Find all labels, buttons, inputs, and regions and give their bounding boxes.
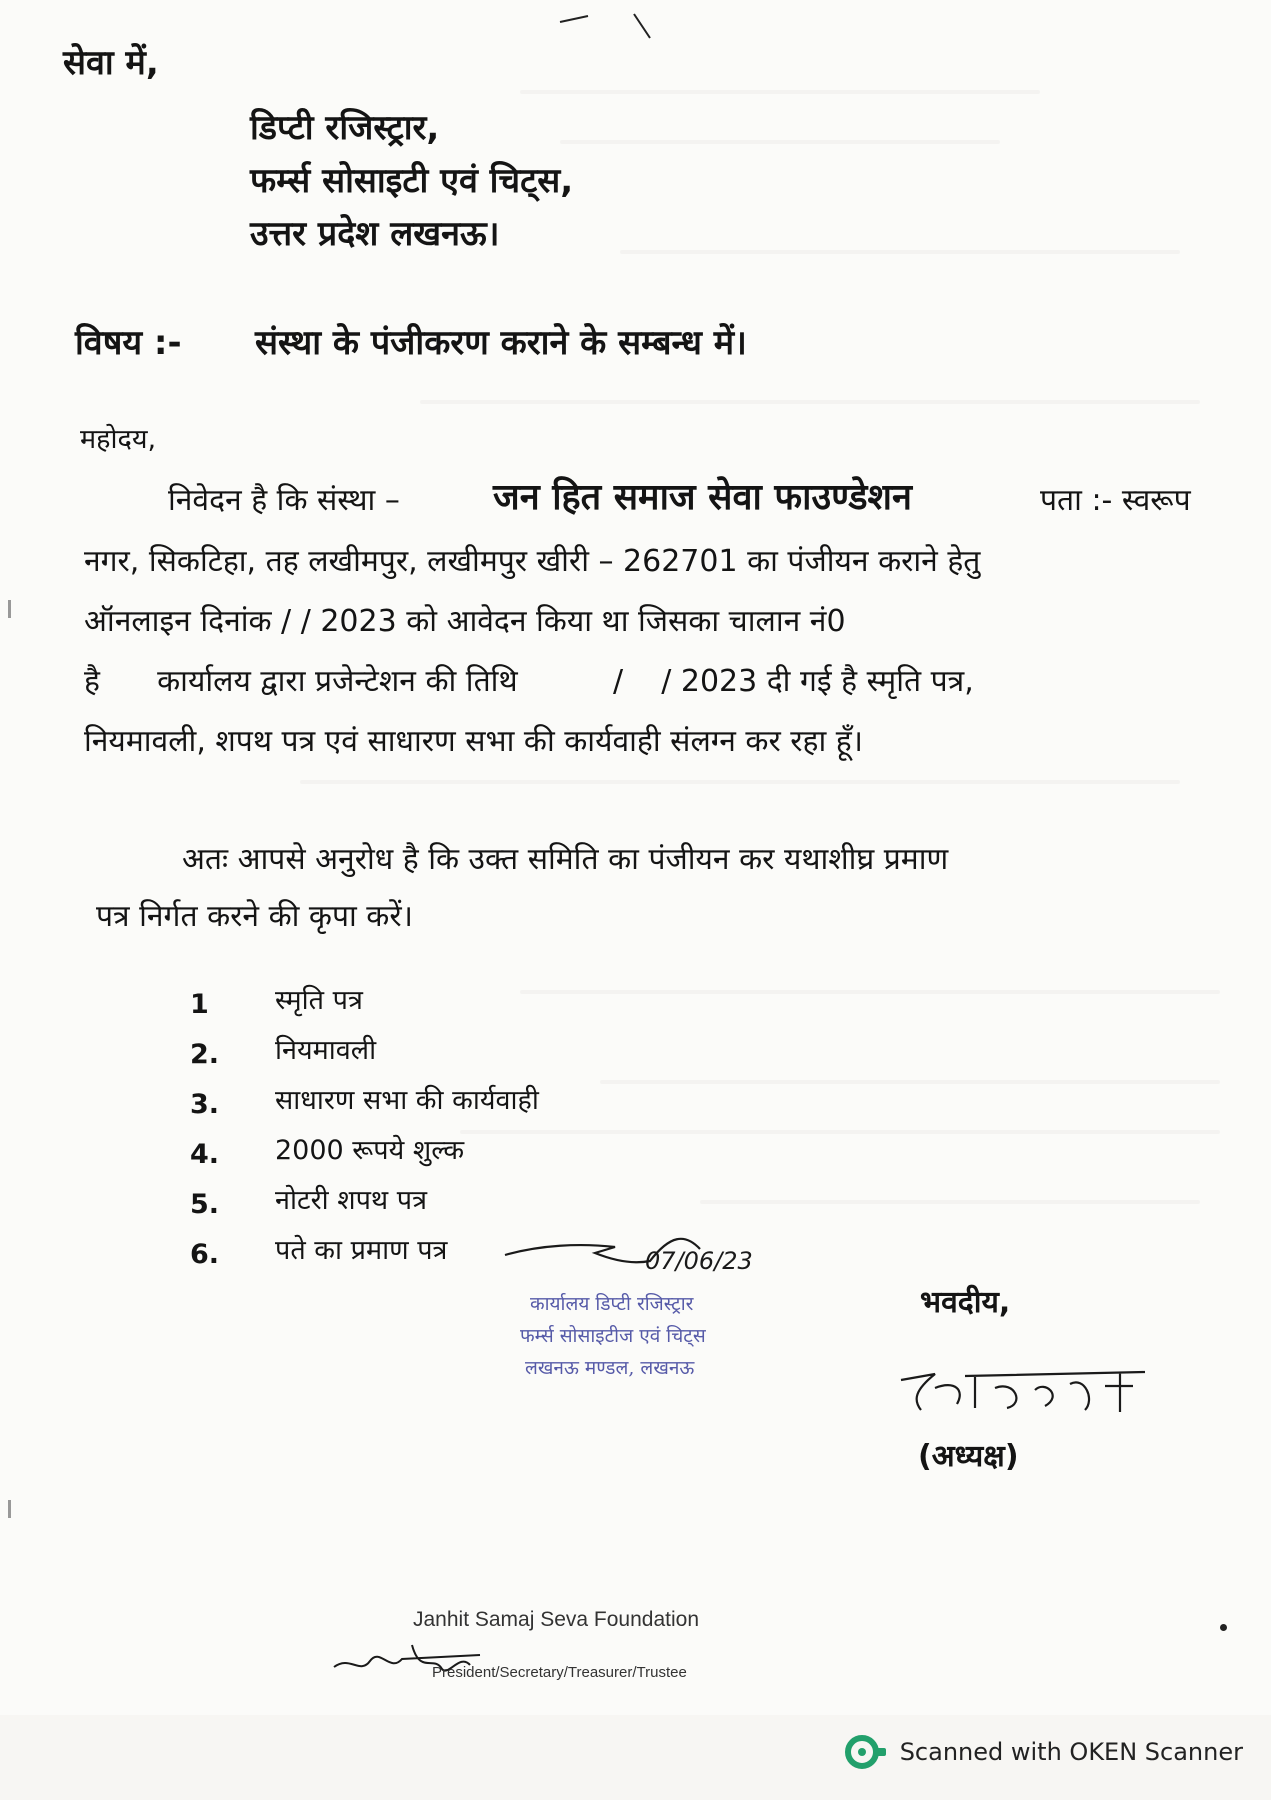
ink-dot bbox=[1220, 1624, 1227, 1631]
pen-mark-icon bbox=[550, 8, 660, 48]
office-stamp-line-3: लखनऊ मण्डल, लखनऊ bbox=[525, 1357, 695, 1379]
enclosure-number: 1 bbox=[190, 989, 209, 1020]
enclosure-item: 2000 रूपये शुल्क bbox=[275, 1135, 465, 1166]
enclosure-item: साधारण सभा की कार्यवाही bbox=[275, 1085, 539, 1116]
seal-organization: Janhit Samaj Seva Foundation bbox=[413, 1608, 700, 1631]
para1-line3: ऑनलाइन दिनांक / / 2023 को आवेदन किया था जिसका चालान नं0 bbox=[84, 604, 846, 639]
organization-name: जन हित समाज सेवा फाउण्डेशन bbox=[493, 477, 912, 518]
subject-text: संस्था के पंजीकरण कराने के सम्बन्ध में। bbox=[255, 323, 747, 363]
para1-line4: है कार्यालय द्वारा प्रजेन्टेशन की तिथि / / 2023 दी गई है स्मृति पत्र, bbox=[84, 664, 974, 699]
closing: भवदीय, bbox=[920, 1285, 1011, 1320]
salutation-to: सेवा में, bbox=[63, 43, 159, 83]
scanner-label: Scanned with OKEN Scanner bbox=[899, 1738, 1243, 1766]
office-stamp-line-1: कार्यालय डिप्टी रजिस्ट्रार bbox=[530, 1293, 694, 1315]
recipient-line-3: उत्तर प्रदेश लखनऊ। bbox=[250, 214, 500, 254]
enclosure-item: पते का प्रमाण पत्र bbox=[275, 1235, 448, 1266]
enclosure-item: नियमावली bbox=[275, 1035, 377, 1066]
oken-logo-icon bbox=[844, 1732, 888, 1772]
signature-icon bbox=[895, 1360, 1155, 1430]
office-stamp-line-2: फर्म्स सोसाइटीज एवं चिट्स bbox=[520, 1325, 706, 1347]
enclosure-number: 3. bbox=[190, 1089, 220, 1120]
para1-line1-prefix: निवेदन है कि संस्था – bbox=[168, 483, 400, 518]
enclosure-number: 6. bbox=[190, 1239, 220, 1270]
greeting: महोदय, bbox=[80, 424, 157, 455]
para1-line2: नगर, सिकटिहा, तह लखीमपुर, लखीमपुर खीरी – 262701 का पंजीयन कराने हेतु bbox=[84, 544, 981, 579]
para2-line2: पत्र निर्गत करने की कृपा करें। bbox=[96, 899, 413, 934]
designation: (अध्यक्ष) bbox=[918, 1439, 1019, 1474]
receipt-initials-icon bbox=[500, 1225, 800, 1295]
para2-line1: अतः आपसे अनुरोध है कि उक्त समिति का पंजीयन कर यथाशीघ्र प्रमाण bbox=[182, 842, 949, 877]
scanner-watermark bbox=[844, 1732, 1243, 1772]
handwritten-date: 07/06/23 bbox=[645, 1247, 753, 1275]
subject-label: विषय :- bbox=[75, 323, 182, 363]
enclosure-item: नोटरी शपथ पत्र bbox=[275, 1185, 427, 1216]
seal-roles: President/Secretary/Treasurer/Trustee bbox=[432, 1664, 687, 1681]
para1-line5: नियमावली, शपथ पत्र एवं साधारण सभा की कार्यवाही संलग्न कर रहा हूँ। bbox=[84, 724, 864, 759]
enclosure-number: 5. bbox=[190, 1189, 220, 1220]
recipient-line-2: फर्म्स सोसाइटी एवं चिट्स, bbox=[250, 161, 574, 201]
enclosure-number: 4. bbox=[190, 1139, 220, 1170]
enclosure-number: 2. bbox=[190, 1039, 220, 1070]
para1-line1-suffix: पता :- स्वरूप bbox=[1040, 483, 1191, 518]
recipient-line-1: डिप्टी रजिस्ट्रार, bbox=[250, 108, 440, 148]
enclosure-item: स्मृति पत्र bbox=[275, 985, 363, 1016]
